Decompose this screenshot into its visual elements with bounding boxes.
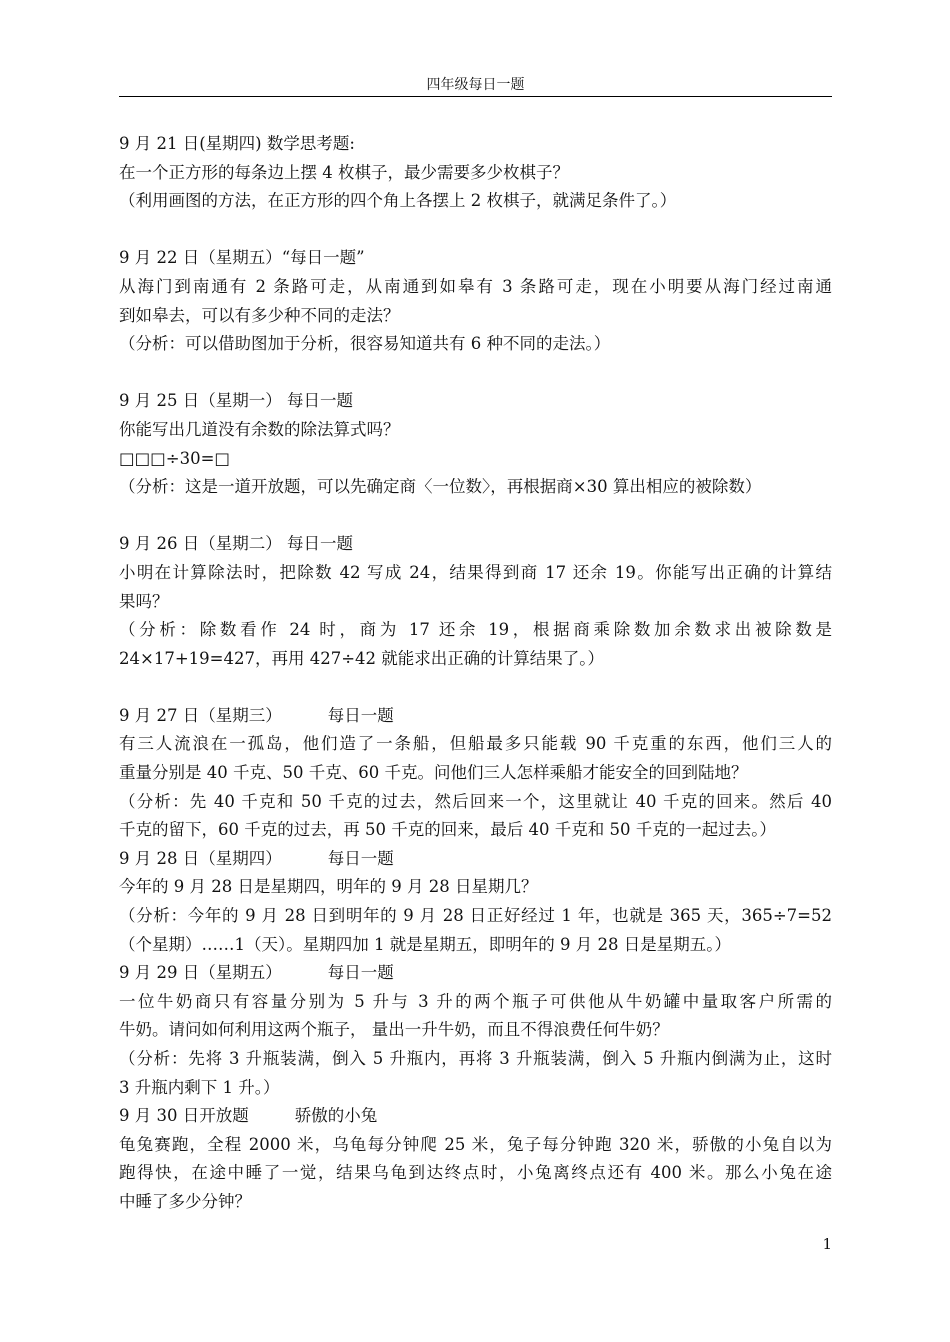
- paragraph-gap: [119, 216, 832, 245]
- problem-entry: [119, 1102, 832, 1216]
- analysis-line: 3 升瓶内剩下 1 升。）: [119, 1077, 280, 1097]
- entry-heading: 9 月 22 日（星期五）“每日一题”: [119, 248, 365, 268]
- analysis-line: （分析：这是一道开放题，可以先确定商〈一位数〉，再根据商×30 算出相应的被除数）: [119, 477, 762, 497]
- entry-heading: 9 月 26 日（星期二） 每日一题: [119, 534, 353, 554]
- entry-tag: 每日一题: [327, 963, 394, 983]
- page-header: 四年级每日一题: [426, 77, 525, 93]
- entry-heading: 9 月 21 日(星期四) 数学思考题:: [119, 134, 355, 153]
- header-divider: [119, 96, 832, 97]
- question-line: 你能写出几道没有余数的除法算式吗？: [119, 419, 400, 439]
- problem-entry: [119, 130, 832, 216]
- paragraph-gap: [119, 673, 832, 702]
- problem-entry: [119, 530, 832, 673]
- question-line: 从海门到南通有 2 条路可走，从南通到如皋有 3 条路可走，现在小明要从海门经过南通: [119, 276, 832, 296]
- problem-entry: [119, 244, 832, 358]
- entry-heading: 9 月 27 日（星期三） 每日一题: [119, 705, 394, 725]
- question-line: 到如皋去，可以有多少种不同的走法？: [119, 305, 400, 325]
- equation-line: □□□÷30=□: [119, 448, 231, 468]
- page-number: 1: [822, 1235, 832, 1253]
- document-body: [119, 130, 832, 1217]
- question-line: 果吗？: [119, 591, 169, 611]
- question-line: 小明在计算除法时，把除数 42 写成 24，结果得到商 17 还余 19。你能写出正确的计算结: [119, 562, 832, 582]
- problem-entry: [119, 845, 832, 959]
- question-line: 重量分别是 40 千克、50 千克、60 千克。问他们三人怎样乘船才能安全的回到陆地？: [119, 763, 748, 783]
- analysis-line: （利用画图的方法，在正方形的四个角上各摆上 2 枚棋子，就满足条件了。）: [119, 191, 677, 211]
- problem-entry: [119, 702, 832, 845]
- question-line: 牛奶。请问如何利用这两个瓶子， 量出一升牛奶，而且不得浪费任何牛奶？: [119, 1020, 669, 1040]
- paragraph-gap: [119, 502, 832, 531]
- entry-heading: 9 月 28 日（星期四） 每日一题: [119, 848, 394, 868]
- question-line: 有三人流浪在一孤岛，他们造了一条船，但船最多只能载 90 千克重的东西，他们三人的: [119, 734, 832, 754]
- analysis-line: （分析：先将 3 升瓶装满，倒入 5 升瓶内，再将 3 升瓶装满，倒入 5 升瓶内倒满为止，这时: [119, 1049, 832, 1068]
- question-line: 中睡了多少分钟？: [119, 1191, 251, 1211]
- problem-entry: [119, 387, 832, 501]
- question-line: 龟兔赛跑，全程 2000 米，乌龟每分钟爬 25 米，兔子每分钟跑 320 米，骄傲的小兔自以为: [119, 1134, 832, 1154]
- question-line: 在一个正方形的每条边上摆 4 枚棋子，最少需要多少枚棋子？: [119, 162, 569, 182]
- entry-heading: 9 月 30 日开放题 骄傲的小兔: [119, 1106, 378, 1126]
- entry-heading: 9 月 29 日（星期五） 每日一题: [119, 963, 394, 983]
- analysis-line: 24×17+19=427，再用 427÷42 就能求出正确的计算结果了。）: [119, 648, 605, 668]
- analysis-line: （个星期）……1（天）。星期四加 1 就是星期五，即明年的 9 月 28 日是星期五。）: [119, 934, 731, 954]
- entry-tag: 每日一题: [327, 705, 394, 725]
- analysis-line: （分析：可以借助图加于分析，很容易知道共有 6 种不同的走法。）: [119, 334, 611, 354]
- question-line: 跑得快，在途中睡了一觉，结果乌龟到达终点时，小兔离终点还有 400 米。那么小兔在途: [119, 1163, 832, 1183]
- question-line: 一位牛奶商只有容量分别为 5 升与 3 升的两个瓶子可供他从牛奶罐中量取客户所需的: [119, 991, 832, 1011]
- analysis-line: （分析：先 40 千克和 50 千克的过去，然后回来一个，这里就让 40 千克的回来。然后 40: [119, 791, 832, 811]
- entry-tag: 骄傲的小兔: [294, 1106, 378, 1126]
- entry-heading: 9 月 25 日（星期一） 每日一题: [119, 391, 353, 411]
- analysis-line: （分析：今年的 9 月 28 日到明年的 9 月 28 日正好经过 1 年，也就是 365 天，365÷7=52: [119, 906, 832, 926]
- entry-tag: 每日一题: [327, 848, 394, 868]
- paragraph-gap: [119, 359, 832, 388]
- problem-entry: [119, 959, 832, 1102]
- question-line: 今年的 9 月 28 日是星期四，明年的 9 月 28 日星期几？: [119, 877, 538, 897]
- analysis-line: 千克的留下，60 千克的过去，再 50 千克的回来，最后 40 千克和 50 千克的一起过去。）: [119, 820, 776, 840]
- analysis-line: （分析：除数看作 24 时，商为 17 还余 19，根据商乘除数加余数求出被除数是: [119, 620, 832, 640]
